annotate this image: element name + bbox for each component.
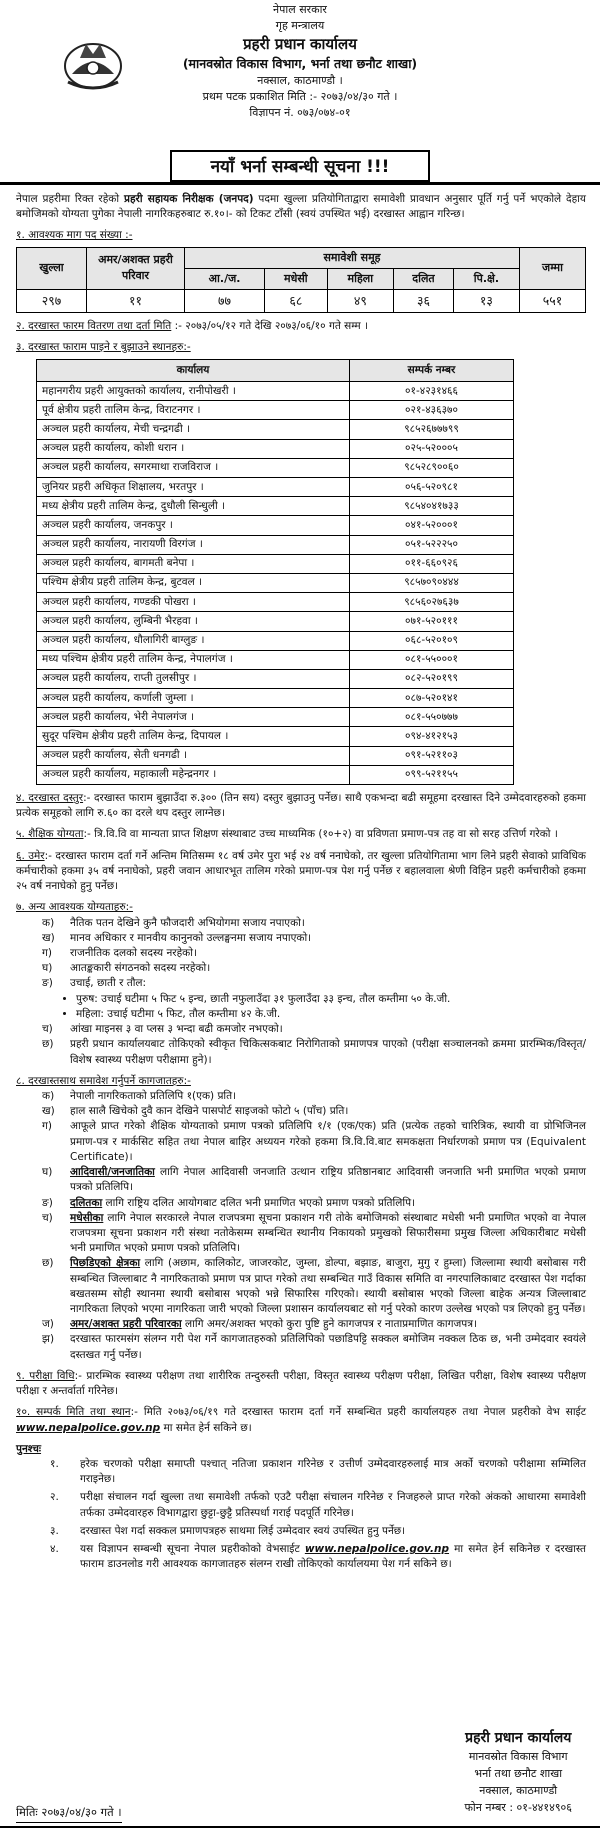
item-key: २. (50, 1491, 59, 1504)
office-name: अञ्चल प्रहरी कार्यालय, मेची चन्द्रगढी । (37, 420, 350, 439)
office-name: अञ्चल प्रहरी कार्यालय, गण्डकी पोखरा । (37, 593, 350, 612)
item-text: दरखास्त पेश गर्दा सक्कल प्रमाणपत्रहरु साथमा लिई उम्मेदवार स्वयं उपस्थित हुनु पर्नेछ। (80, 1524, 406, 1537)
list-item (42, 931, 586, 946)
office-phone: ०६८-५२०१०९ (350, 631, 514, 650)
item-key: छ) (42, 1257, 54, 1270)
item-text: परीक्षा संचालन गर्दा खुल्ला तथा समावेशी तर्फको एउटै परीक्षा संचालन गरिनेछ र निजहरुले प्राप्त गरेको अंकको आधारमा समावेशी तर्फका उम्मेदवारहरु विभागद्वारा छुट्टा-छुट्टै प्रतिस्पर्धा गराई पदपूर्ति गरिनेछ। (80, 1491, 586, 1519)
section-offices: ३. दरखास्त फाराम पाइने र बुझाउने स्थानहरु:- कार्यालय सम्पर्क नम्बर महानगरीय प्रहरी आयुक्तको कार्यालय, रानीपोखरी । ०१-४२३१४६६ पूर्व क्षेत्रीय प्रहरी तालिम केन्द्र, विराटनगर । ०२१-४३६३७० अञ्चल प्रहरी कार्यालय, मेची चन्द्रगढी । ९८५२६७७७९९ अञ्चल प्रहरी कार्यालय, कोशी धरान । ०२५-५२०००५ अञ्चल प्रहरी कार्यालय, सगरमाथा राजविराज । ९८५२८९००६० जुनियर प्रहरी अधिकृत शिक्षालय, भरतपुर । ०५६-५२०९८१ मध्य क्षेत्रीय प्रहरी तालिम केन्द्र, दुधौली सिन्धुली । ९८५४०४१७३३ अञ्चल प्रहरी कार्यालय, जनकपुर । ०४१-५२०००१ अञ्चल प्रहरी कार्यालय, नारायणी विरगंज । ०५१-५२२२५० अञ्चल प्रहरी कार्यालय, बागमती बनेपा । ०११-६६०९२६ पश्चिम क्षेत्रीय प्रहरी तालिम केन्द्र, बुटवल । ९८५७०९०४४४ अञ्चल प्रहरी कार्यालय, गण्डकी पोखरा । ९८५६०२७६३७ अञ्चल प्रहरी कार्यालय, लुम्बिनी भैरहवा । ०७१-५२०१११ अञ्चल प्रहरी कार्यालय, धौलागिरी बाग्लुङ । ०६८-५२०१०९ मध्य पश्चिम क्षेत्रीय प्रहरी तालिम केन्द्र, नेपालगंज । ०८१-५५०००१ अञ्चल प्रहरी कार्यालय, राप्ती तुलसीपुर । ०८२-५२०१९९ अञ्चल प्रहरी कार्यालय, कर्णाली जुम्ला । ०८७-५२०१४१ अञ्चल प्रहरी कार्यालय, भेरी नेपालगंज । ०८१-५५०७७७ सुदूर पश्चिम क्षेत्रीय प्रहरी तालिम केन्द्र, दिपायल । ०९४-४१२१५३ अञ्चल प्रहरी कार्यालय, सेती धनगढी । ०९१-५२११०३ अञ्चल प्रहरी कार्यालय, महाकाली महेन्द्रनगर । ०९९-५२११५५ (16, 340, 586, 785)
item-key: ३. (50, 1524, 59, 1537)
office-name: अञ्चल प्रहरी कार्यालय, लुम्बिनी भैरहवा । (37, 612, 350, 631)
office-name: पश्चिम क्षेत्रीय प्रहरी तालिम केन्द्र, बुटवल । (37, 573, 350, 592)
table-row (37, 746, 514, 765)
intro-paragraph: नेपाल प्रहरीमा रिक्त रहेको प्रहरी सहायक निरीक्षक (जनपद) पदमा खुल्ला प्रतियोगिताद्वारा समावेशी प्रावधान अनुसार पूर्ति गर्नु पर्ने भएकोले देहाय बमोजिमको योग्यता पुगेका नेपाली नागरिकहरुबाट रु.१०।- को टिकट टाँसी (स्वयं उपस्थित भई) दरखास्त आह्वान गरिन्छ। (16, 193, 586, 221)
notice-number: विज्ञापन नं. ०७३/०७४-०१ (249, 106, 351, 119)
list-item: • महिला: उचाई घटीमा ५ फिट, तौल कम्तीमा ४२ के.जी. (76, 1007, 586, 1022)
table-row (37, 420, 514, 439)
document-list (42, 1089, 586, 1363)
item-text: पिछडिएको क्षेत्रका लागि (अछाम, कालिकोट, जाजरकोट, जुम्ला, डोल्पा, बझाङ, बाजुरा, मुगु र हुम्ला) जिल्लामा स्थायी बसोबास गरी सम्बन्धित जिल्लाबाट नै नागरिकताको प्रमाण पत्र प्राप्त गरेको तथा सम्बन्धित गाउँ विकास समिति वा नगरपालिकाबाट दरखास्त पेश गर्दाका बखतसम्म सोही स्थानमा स्थायी बसोबास भएको भन्ने सिफारिस गरिएको। स्थायी बसोबास भएको जिल्ला बाहेक अन्यत्र जिल्लाबाट नागरिकता लिएको भएमा नागरिकता जारी भएको जिल्ला प्रशासन कार्यालयबाट सो गर्नु परेको कारण उल्लेख भएको पत्र लिएको हुनु पर्नेछ। (70, 1257, 587, 1316)
notice-footer (16, 1728, 586, 1824)
office-name: सुदूर पश्चिम क्षेत्रीय प्रहरी तालिम केन्द्र, दिपायल । (37, 727, 350, 746)
table-row (37, 631, 514, 650)
office-name: अञ्चल प्रहरी कार्यालय, नारायणी विरगंज । (37, 535, 350, 554)
org-address: नक्साल, काठमाण्डौ । (257, 74, 343, 87)
item-emphasis: मधेसीका (70, 1211, 104, 1224)
table-row (37, 535, 514, 554)
table-row (37, 497, 514, 516)
office-name: अञ्चल प्रहरी कार्यालय, राप्ती तुलसीपुर । (37, 669, 350, 688)
office-phone: ०८७-५२०१४१ (350, 689, 514, 708)
section-age: ६. उमेर:- दरखास्त फाराम दर्ता गर्ने अन्तिम मितिसम्म १८ वर्ष उमेर पुरा भई २४ वर्ष ननाघेको, तर खुल्ला प्रतियोगितामा भाग लिने प्रहरी सेवाको प्राविधिक कर्मचारीको हकमा ३५ वर्ष ननाघेको, प्रहरी जवान आधारभूत तालिम गरेको प्रमाण-पत्र पेश गर्नु पर्नेछ र बहालवाला श्रेणी विहिन प्रहरी कर्मचारीको हकमा २५ वर्ष ननाघेको हुनु पर्नेछ। (16, 849, 586, 893)
col-total: जम्मा (520, 247, 586, 289)
section-title: १. आवश्यक माग पद संख्या :- (16, 229, 133, 242)
table-row (37, 382, 514, 401)
item-key: १. (50, 1458, 59, 1470)
office-phone: ९८५६०२७६३७ (350, 593, 514, 612)
vacancy-cell: ६८ (265, 289, 327, 312)
item-key: च) (42, 1023, 53, 1036)
item-text: राजनीतिक दलको सदस्य नरहेको। (70, 947, 197, 959)
list-item (42, 1165, 586, 1195)
office-phone: ९८५२८९००६० (350, 458, 514, 477)
item-key: ङ) (42, 977, 53, 990)
list-item (42, 1037, 586, 1067)
item-text: यस विज्ञापन सम्बन्धी सूचना नेपाल प्रहरीकोको वेभसाईट www.nepalpolice.gov.np मा समेत हेर्न सकिनेछ र दरखास्त फाराम डाउनलोड गरी आवश्यक कागजातहरु संलग्न राखी तोकिएको कार्यालयमा पेश गर्न सकिने छ। (80, 1543, 587, 1571)
publish-date: प्रथम पटक प्रकाशित मिति :- २०७३/०४/३० गते । (202, 90, 398, 103)
office-name: अञ्चल प्रहरी कार्यालय, कर्णाली जुम्ला । (37, 689, 350, 708)
col-martyr: अमर/अशक्त प्रहरी परिवार (87, 247, 185, 289)
section-dates: २. दरखास्त फारम वितरण तथा दर्ता मिति :- २०७३/०५/१२ गते देखि २०७३/०६/१० गते सम्म । (16, 319, 369, 332)
item-key: ज) (42, 1318, 54, 1331)
item-text: दरखास्त फारमसंग संलग्न गरी पेश गर्ने कागजातहरुको प्रतिलिपिको पछाडिपट्टि सक्कल बमोजिम नक्कल ठिक छ, भनी उम्मेदवार स्वयंले दस्तखत गर्नु पर्नेछ। (70, 1333, 586, 1361)
section-education: ५. शैक्षिक योग्यता:- त्रि.वि.वि वा मान्यता प्राप्त शिक्षण संस्थाबाट उच्च माध्यमिक (१०+२) वा प्रविणता प्रमाण-पत्र तह वा सो सरह उत्तिर्ण गरेको । (16, 828, 558, 841)
item-key: च) (42, 1211, 53, 1224)
office-name: पूर्व क्षेत्रीय प्रहरी तालिम केन्द्र, विराटनगर । (37, 401, 350, 420)
notes-title: पुनश्चः (16, 1442, 42, 1455)
table-row (37, 708, 514, 727)
vacancy-cell: ४९ (327, 289, 394, 312)
table-row (37, 612, 514, 631)
office-phone: ०२१-४३६३७० (350, 401, 514, 420)
list-item: • पुरुष: उचाई घटीमा ५ फिट ५ इन्च, छाती नफुलाउँदा ३१ फुलाउँदा ३३ इन्च, तौल कम्तीमा ५० के.जी. (76, 992, 586, 1007)
office-phone: ०७१-५२०१११ (350, 612, 514, 631)
office-table (36, 359, 514, 785)
col-office: कार्यालय (37, 360, 350, 382)
notice-date: मितिः २०७३/०४/३० गते । (16, 1804, 122, 1823)
divider (0, 1826, 600, 1828)
note-item (50, 1457, 586, 1487)
table-row (37, 554, 514, 573)
table-row (37, 573, 514, 592)
post-name: प्रहरी सहायक निरीक्षक (जनपद) (123, 193, 254, 205)
item-emphasis: पिछडिएको क्षेत्रका (70, 1257, 141, 1270)
item-key: घ) (42, 962, 53, 975)
table-row (37, 593, 514, 612)
item-key: ख) (42, 1105, 55, 1118)
col-inclusive: समावेशी समूह (185, 247, 520, 268)
signature-block: प्रहरी प्रधान कार्यालय मानवस्रोत विकास विभाग भर्ना तथा छनौट शाखा नक्साल, काठमाण्डौ फोन नम्बर : ०१-४४१४९०६ (464, 1730, 572, 1814)
notes-list (50, 1457, 586, 1573)
item-text: नैतिक पतन देखिने कुनै फौजदारी अभियोगमा सजाय नपाएको। (70, 916, 305, 929)
section-fee: ४. दरखास्त दस्तुर:- दरखास्त फाराम बुझाउँदा रु.३०० (तिन सय) दस्तुर बुझाउनु पर्नेछ। साथै एकभन्दा बढी समूहमा दरखास्त दिने उम्मेदवारहरुको हकमा प्रत्येक समूहको लागि रु.६० का दरले थप दस्तुर लाग्नेछ। (16, 792, 586, 820)
list-item (42, 1089, 586, 1104)
list-item (42, 946, 586, 961)
gov-name: नेपाल सरकार (273, 3, 327, 16)
office-name: मध्य पश्चिम क्षेत्रीय प्रहरी तालिम केन्द्र, नेपालगंज । (37, 650, 350, 669)
office-name: मध्य क्षेत्रीय प्रहरी तालिम केन्द्र, दुधौली सिन्धुली । (37, 497, 350, 516)
table-row (37, 458, 514, 477)
item-text: नेपाली नागरिकताको प्रतिलिपि १(एक) प्रति। (70, 1089, 237, 1102)
office-name: अञ्चल प्रहरी कार्यालय, बागमती बनेपा । (37, 554, 350, 573)
section-vacancy (16, 228, 586, 312)
website-link[interactable]: www.nepalpolice.gov.np (304, 1543, 450, 1556)
item-text: आदिवासी/जनजातिका लागि नेपाल आदिवासी जनजाति उत्थान राष्ट्रिय प्रतिष्ठानबाट आदिवासी जनजाति भनी प्रमाणित भएको प्रमाण पत्रको प्रतिलिपि। (70, 1166, 586, 1194)
col-sub: महिला (327, 268, 394, 289)
qualification-list (42, 916, 586, 992)
note-item (50, 1542, 586, 1572)
table-row (37, 669, 514, 688)
list-item (42, 1104, 586, 1119)
item-text: आंखा माइनस ३ वा प्लस ३ भन्दा बढी कमजोर नभएको। (70, 1023, 283, 1036)
list-item (42, 1196, 586, 1211)
item-text: आतङ्ककारी संगठनको सदस्य नरहेको। (70, 962, 211, 975)
item-text: मधेसीका लागि नेपाल सरकारले नेपाल राजपत्रमा सूचना प्रकाशन गरी तोके बमोजिमको संस्थाबाट मधेसी भनी प्रमाणित भएको वा नेपाल राजपत्रमा सूचना प्रकाशन गरी संस्था नतोकेसम्म सम्बन्धित स्थानीय निकायको प्रमुखको सिफारीसमा प्रमुख जिल्ला अधिकारीबाट मधेसी भनी प्रमाणित भएको प्रमाण पत्रको प्रतिलिपि। (70, 1211, 586, 1255)
vacancy-cell: ३६ (394, 289, 454, 312)
list-item (42, 1119, 586, 1165)
notice-banner: नयाँ भर्ना सम्बन्धी सूचना !!! (170, 150, 430, 182)
item-text: मानव अधिकार र मानवीय कानुनको उल्लङ्घनमा सजाय नपाएको। (70, 931, 312, 944)
office-phone: ०११-६६०९२६ (350, 554, 514, 573)
list-item (42, 916, 586, 931)
list-item (42, 961, 586, 976)
col-sub: आ./ज. (185, 268, 265, 289)
item-key: झ) (42, 1333, 55, 1346)
col-phone: सम्पर्क नम्बर (350, 360, 514, 382)
office-name: अञ्चल प्रहरी कार्यालय, सेती धनगढी । (37, 746, 350, 765)
office-name: अञ्चल प्रहरी कार्यालय, कोशी धरान । (37, 439, 350, 458)
vacancy-cell: ७७ (185, 289, 265, 312)
table-row (37, 650, 514, 669)
table-row (37, 516, 514, 535)
list-item (42, 1317, 586, 1332)
table-row (37, 478, 514, 497)
item-key: ग) (42, 1120, 53, 1133)
col-sub: पि.क्षे. (453, 268, 519, 289)
office-phone: ०८१-५५०७७७ (350, 708, 514, 727)
vacancy-table (16, 247, 586, 313)
item-text: प्रहरी प्रधान कार्यालयबाट तोकिएको स्वीकृत चिकित्सकबाट निरोगिताको प्रमाणपत्र पाएको (परीक्षा सञ्चालनको क्रममा प्रारम्भिक/विस्तृत/विशेष स्वास्थ्य परीक्षण परीक्षामा हुने)। (70, 1038, 586, 1066)
office-phone: ०१-४२३१४६६ (350, 382, 514, 401)
item-key: घ) (42, 1166, 53, 1179)
vacancy-cell: २९७ (17, 289, 87, 312)
office-phone: ९८५२६७७७९९ (350, 420, 514, 439)
col-sub: दलित (394, 268, 454, 289)
item-emphasis: आदिवासी/जनजातिका (70, 1166, 155, 1179)
item-key: ग) (42, 947, 53, 959)
office-phone: ०४१-५२०००१ (350, 516, 514, 535)
table-row (37, 401, 514, 420)
office-name: अञ्चल प्रहरी कार्यालय, सगरमाथा राजविराज । (37, 458, 350, 477)
table-row (37, 727, 514, 746)
item-text: हाल सालै खिचेको दुवै कान देखिने पासपोर्ट साइजको फोटो ५ (पाँच) प्रति। (70, 1105, 349, 1118)
office-phone: ०२५-५२०००५ (350, 439, 514, 458)
qualification-list (42, 1022, 586, 1068)
section-documents: ८. दरखास्तसाथ समावेश गर्नुपर्ने कागजातहरु:- क) नेपाली नागरिकताको प्रतिलिपि १(एक) प्रति। ख) हाल सालै खिचेको दुवै कान देखिने पासपोर्ट साइजको फोटो ५ (पाँच) प्रति। ग) आफूले प्राप्त गरेको शैक्षिक योग्यताको प्रमाण पत्रको प्रतिलिपि १/१ (एक/एक) प्रति (प्रत्येक तहको चारित्रिक, स्थायी वा प्रोभिजिनल प्रमाण-पत्र र मार्कसिट सहित तथा नेपाल बाहिर अध्ययन गरेको हकमा त्रि.वि.वि.बाट समकक्षता निर्धारणको प्रमाण पत्र (Equivalent Certificate)। घ) आदिवासी/जनजातिका लागि नेपाल आदिवासी जनजाति उत्थान राष्ट्रिय प्रतिष्ठानबाट आदिवासी जनजाति भनी प्रमाणित भएको प्रमाण पत्रको प्रतिलिपि। ङ) दलितका लागि राष्ट्रिय दलित आयोगबाट दलित भनी प्रमाणित भएको प्रमाण पत्रको प्रतिलिपि। च) मधेसीका लागि नेपाल सरकारले नेपाल राजपत्रमा सूचना प्रकाशन गरी तोके बमोजिमको संस्थाबाट मधेसी भनी प्रमाणित भएको वा नेपाल राजपत्रमा सूचना प्रकाशन गरी संस्था नतोकेसम्म सम्बन्धित स्थानीय निकायको प्रमुखको सिफारीसमा प्रमुख जिल्ला अधिकारीबाट मधेसी भनी प्रमाणित भएको प्रमाण पत्रको प्रतिलिपि। छ) पिछडिएको क्षेत्रका लागि (अछाम, कालिकोट, जाजरकोट, जुम्ला, डोल्पा, बझाङ, बाजुरा, मुगु र हुम्ला) जिल्लामा स्थायी बसोबास गरी सम्बन्धित जिल्लाबाट नै नागरिकताको प्रमाण पत्र प्राप्त गरेको तथा सम्बन्धित गाउँ विकास समिति वा नगरपालिकाबाट दरखास्त पेश गर्दाका बखतसम्म सोही स्थानमा स्थायी बसोबास भएको भन्ने सिफारिस गरिएको। स्थायी बसोबास भएको जिल्ला बाहेक अन्यत्र जिल्लाबाट नागरिकता लिएको भएमा नागरिकता जारी भएको जिल्ला प्रशासन कार्यालयबाट सो गर्नु परेको कारण उल्लेख भएको पत्र लिएको हुनु पर्नेछ। ज) अमर/अशक्त प्रहरी परिवारका लागि अमर/अशक्त भएको कुरा पुष्टि हुने कागजपत्र र नाताप्रमाणित कागजपत्र। झ) दरखास्त फारमसंग संलग्न गरी पेश गर्ने कागजातहरुको प्रतिलिपिको पछाडिपट्टि सक्कल बमोजिम नक्कल ठिक छ, भनी उम्मेदवार स्वयंले दस्तखत गर्नु पर्नेछ। (16, 1074, 586, 1363)
office-phone: ९८५७०९०४४४ (350, 573, 514, 592)
division-name: (मानवस्रोत विकास विभाग, भर्ना तथा छनौट शाखा) (182, 56, 418, 71)
item-text: अमर/अशक्त प्रहरी परिवारका लागि अमर/अशक्त भएको कुरा पुष्टि हुने कागजपत्र र नाताप्रमाणित कागजपत्र। (70, 1318, 478, 1331)
ministry-name: गृह मन्त्रालय (275, 19, 325, 32)
section-exam: ९. परीक्षा विधि:- प्रारम्भिक स्वास्थ्य परीक्षण तथा शारीरिक तन्दुरुस्ती परीक्षा, विस्तृत स्वास्थ्य परीक्षण परीक्षा, लिखित परीक्षा, विशेष स्वास्थ्य परीक्षण परीक्षा र अन्तर्वार्ता गरिनेछ। (16, 1369, 586, 1398)
office-phone: ०८२-५२०१९९ (350, 669, 514, 688)
vacancy-cell: ११ (87, 289, 185, 312)
list-item (42, 1022, 586, 1037)
list-item (42, 976, 586, 991)
table-row (37, 439, 514, 458)
office-name: अञ्चल प्रहरी कार्यालय, धौलागिरी बाग्लुङ । (37, 631, 350, 650)
item-text: दलितका लागि राष्ट्रिय दलित आयोगबाट दलित भनी प्रमाणित भएको प्रमाण पत्रको प्रतिलिपि। (70, 1196, 416, 1209)
office-name: अञ्चल प्रहरी कार्यालय, महाकाली महेन्द्रनगर । (37, 765, 350, 784)
office-name: जुनियर प्रहरी अधिकृत शिक्षालय, भरतपुर । (37, 478, 350, 497)
section-qualifications: ७. अन्य आवश्यक योग्यताहरु:- क) नैतिक पतन देखिने कुनै फौजदारी अभियोगमा सजाय नपाएको। ख) मानव अधिकार र मानवीय कानुनको उल्लङ्घनमा सजाय नपाएको। ग) राजनीतिक दलको सदस्य नरहेको। घ) आतङ्ककारी संगठनको सदस्य नरहेको। ङ) उचाई, छाती र तौल: • पुरुष: उचाई घटीमा ५ फिट ५ इन्च, छाती नफुलाउँदा ३१ फुलाउँदा ३३ इन्च, तौल कम्तीमा ५० के.जी. • महिला: उचाई घटीमा ५ फिट, तौल कम्तीमा ४२ के.जी. च) आंखा माइनस ३ वा प्लस ३ भन्दा बढी कमजोर नभएको। छ) प्रहरी प्रधान कार्यालयबाट तोकिएको स्वीकृत चिकित्सकबाट निरोगिताको प्रमाणपत्र पाएको (परीक्षा सञ्चालनको क्रममा प्रारम्भिक/विस्तृत/विशेष स्वास्थ्य परीक्षण परीक्षामा हुने)। (16, 900, 586, 1067)
office-phone: ०८१-५५०००१ (350, 650, 514, 669)
item-key: ४. (50, 1543, 59, 1556)
item-key: ङ) (42, 1196, 53, 1209)
org-name: प्रहरी प्रधान कार्यालय (243, 35, 357, 53)
website-link[interactable]: www.nepalpolice.gov.np (16, 1421, 161, 1434)
office-phone: ९८५४०४१७३३ (350, 497, 514, 516)
section-notes (16, 1442, 586, 1573)
vacancy-cell: ५५१ (520, 289, 586, 312)
body-requirement-list (76, 992, 586, 1022)
office-phone: ०९१-५२११०३ (350, 746, 514, 765)
list-item (42, 1332, 586, 1362)
item-key: छ) (42, 1038, 54, 1051)
vacancy-cell: १३ (453, 289, 519, 312)
col-sub: मधेसी (265, 268, 327, 289)
item-key: क) (42, 916, 55, 929)
divider (0, 182, 600, 185)
office-phone: ०९४-४१२१५३ (350, 727, 514, 746)
list-item (42, 1211, 586, 1257)
section-contact: १०. सम्पर्क मिति तथा स्थान:- मिति २०७३/०६/१९ गते दरखास्त फाराम दर्ता गर्ने सम्बन्धित प्रहरी कार्यालयहरु तथा नेपाल प्रहरीको वेभ साईट www.nepalpolice.gov.np मा समेत हेर्न सकिने छ। (16, 1406, 586, 1434)
item-text: आफूले प्राप्त गरेको शैक्षिक योग्यताको प्रमाण पत्रको प्रतिलिपि १/१ (एक/एक) प्रति (प्रत्येक तहको चारित्रिक, स्थायी वा प्रोभिजिनल प्रमाण-पत्र र मार्कसिट सहित तथा नेपाल बाहिर अध्ययन गरेको हकमा त्रि.वि.वि.बाट समकक्षता निर्धारणको प्रमाण पत्र (Equivalent Certificate)। (70, 1120, 586, 1163)
office-name: अञ्चल प्रहरी कार्यालय, जनकपुर । (37, 516, 350, 535)
office-phone: ०५१-५२२२५० (350, 535, 514, 554)
office-name: अञ्चल प्रहरी कार्यालय, भेरी नेपालगंज । (37, 708, 350, 727)
item-emphasis: अमर/अशक्त प्रहरी परिवारका (70, 1318, 182, 1331)
nepal-emblem-icon (62, 36, 124, 92)
item-text: उचाई, छाती र तौल: (70, 977, 147, 990)
note-item (50, 1490, 586, 1520)
notice-body (16, 192, 586, 1576)
item-key: ख) (42, 931, 55, 944)
item-text: हरेक चरणको परीक्षा समाप्ती पश्चात् नतिजा प्रकाशन गरिनेछ र उत्तीर्ण उम्मेदवारहरुलाई मात्र अर्को चरणको परीक्षामा सम्मिलित गराइनेछ। (80, 1458, 586, 1486)
table-row (37, 765, 514, 784)
item-key: क) (42, 1089, 55, 1102)
office-phone: ०५६-५२०९८१ (350, 478, 514, 497)
item-emphasis: दलितका (70, 1196, 103, 1209)
col-open: खुल्ला (17, 247, 87, 289)
office-phone: ०९९-५२११५५ (350, 765, 514, 784)
table-row (37, 689, 514, 708)
note-item (50, 1524, 586, 1539)
office-name: महानगरीय प्रहरी आयुक्तको कार्यालय, रानीपोखरी । (37, 382, 350, 401)
list-item (42, 1256, 586, 1317)
notice-header (0, 0, 600, 150)
